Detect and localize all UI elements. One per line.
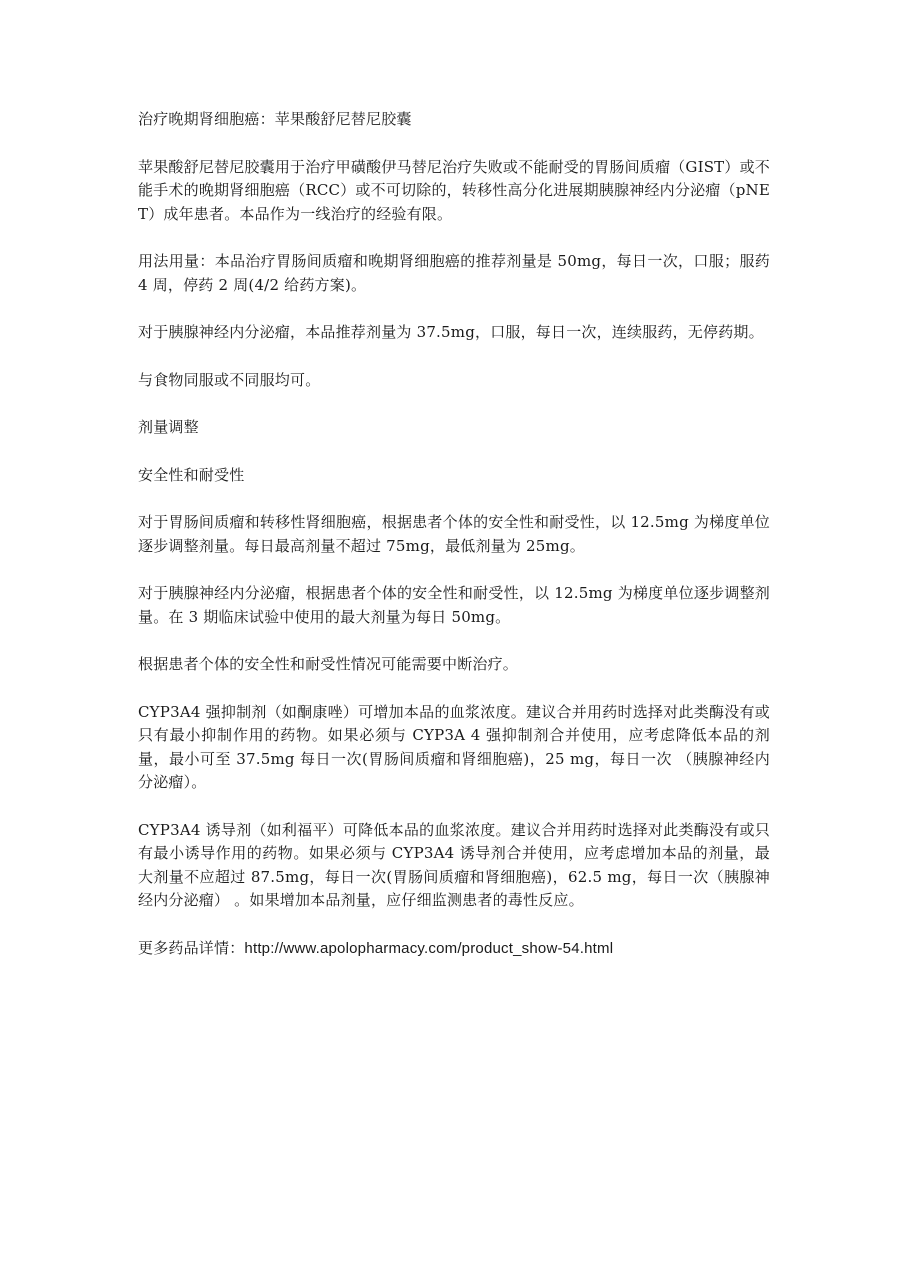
more-info-url: http://www.apolopharmacy.com/product_show-54.html xyxy=(244,939,614,957)
paragraph-pnet-adjustment: 对于胰腺神经内分泌瘤，根据患者个体的安全性和耐受性，以 12.5mg 为梯度单位逐步调整剂量。在 3 期临床试验中使用的最大剂量为每日 50mg。 xyxy=(138,584,770,626)
paragraph-interruption: 根据患者个体的安全性和耐受性情况可能需要中断治疗。 xyxy=(138,655,519,673)
more-info-label: 更多药品详情： xyxy=(138,938,245,957)
paragraph-indications: 苹果酸舒尼替尼胶囊用于治疗甲磺酸伊马替尼治疗失败或不能耐受的胃肠间质瘤（GIST）或不能手术的晚期肾细胞癌（RCC）或不可切除的，转移性高分化进展期胰腺神经内分泌瘤（pNET）成年患者。本品作为一线治疗的经验有限。 xyxy=(138,157,770,223)
section-heading-dose-adjustment: 剂量调整 xyxy=(138,418,199,436)
section-heading-safety: 安全性和耐受性 xyxy=(138,465,245,484)
more-info-line xyxy=(138,937,770,961)
paragraph-cyp3a4-inhibitors: CYP3A4 强抑制剂（如酮康唑）可增加本品的血浆浓度。建议合并用药时选择对此类酶没有或只有最小抑制作用的药物。如果必须与 CYP3A 4 强抑制剂合并使用，应考虑降低本品的剂量，最小可至 37.5mg 每日一次(胃肠间质瘤和肾细胞癌)，25 mg，每日一次 （胰腺神经内分泌瘤）。 xyxy=(138,702,770,791)
paragraph-gist-adjustment: 对于胃肠间质瘤和转移性肾细胞癌，根据患者个体的安全性和耐受性，以 12.5mg 为梯度单位逐步调整剂量。每日最高剂量不超过 75mg，最低剂量为 25mg。 xyxy=(138,513,770,555)
paragraph-food: 与食物同服或不同服均可。 xyxy=(138,370,321,389)
paragraph-dosage: 用法用量：本品治疗胃肠间质瘤和晚期肾细胞癌的推荐剂量是 50mg，每日一次，口服；服药 4 周，停药 2 周(4/2 给药方案)。 xyxy=(138,252,770,294)
document-title: 治疗晚期肾细胞癌：苹果酸舒尼替尼胶囊 xyxy=(138,110,412,128)
paragraph-cyp3a4-inducers: CYP3A4 诱导剂（如利福平）可降低本品的血浆浓度。建议合并用药时选择对此类酶没有或只有最小诱导作用的药物。如果必须与 CYP3A4 诱导剂合并使用，应考虑增加本品的剂量，最大剂量不应超过 87.5mg，每日一次(胃肠间质瘤和肾细胞癌)，62.5 mg，每日一次（胰腺神经内分泌瘤） 。如果增加本品剂量，应仔细监测患者的毒性反应。 xyxy=(138,820,770,909)
document-body xyxy=(138,108,770,984)
paragraph-pnet-dosage: 对于胰腺神经内分泌瘤，本品推荐剂量为 37.5mg，口服，每日一次，连续服药，无停药期。 xyxy=(138,323,764,341)
